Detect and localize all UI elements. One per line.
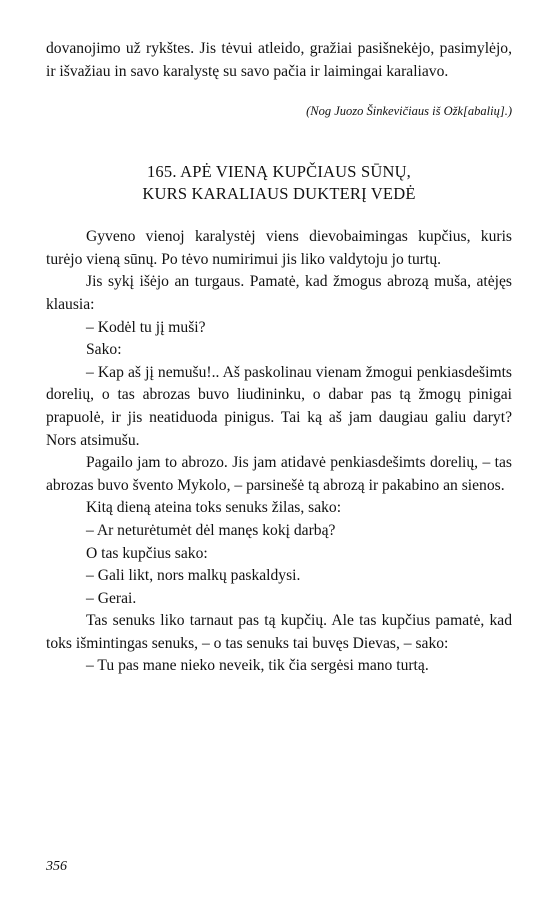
paragraph: – Kap aš jį nemušu!.. Aš paskolinau vienam žmogui penkiasdešimts dorelių, o tas abrozas buvo liudininku, o dabar pas tą žmogų pinigai prapuolė, ir jis neatiduoda pinigus. Tai ką aš jam daugiau galiu daryt? Nors atsimušu. bbox=[46, 363, 512, 449]
story-title-line-1: 165. APĖ VIENĄ KUPČIAUS SŪNŲ, bbox=[146, 162, 412, 182]
paragraph: – Tu pas mane nieko neveik, tik čia sergėsi mano turtą. bbox=[86, 657, 429, 675]
paragraph: O tas kupčius sako: bbox=[86, 544, 208, 562]
paragraph: – Gali likt, nors malkų paskaldysi. bbox=[86, 567, 301, 585]
book-page bbox=[46, 38, 512, 678]
paragraph: Sako: bbox=[86, 341, 122, 359]
paragraph: Kitą dieną ateina toks senuks žilas, sako: bbox=[86, 499, 342, 517]
paragraph: – Kodėl tu jį muši? bbox=[86, 318, 206, 336]
paragraph: Jis sykį išėjo an turgaus. Pamatė, kad žmogus abrozą muša, atėjęs klausia: bbox=[46, 273, 512, 313]
paragraph: Pagailo jam to abrozo. Jis jam atidavė penkiasdešimts dorelių, – tas abrozas buvo švento Mykolo, – parsinešė tą abrozą ir pakabino an sienos. bbox=[46, 454, 512, 494]
story-title-line-2: KURS KARALIAUS DUKTERĮ VEDĖ bbox=[142, 184, 416, 204]
source-attribution: (Nog Juozo Šinkevičiaus iš Ožk[abalių].) bbox=[306, 104, 512, 119]
paragraph: – Ar neturėtumėt dėl manęs kokį darbą? bbox=[86, 521, 336, 539]
paragraph: Tas senuks liko tarnaut pas tą kupčių. Ale tas kupčius pamatė, kad toks išmintingas senuks, – o tas senuks tai buvęs Dievas, – sako: bbox=[46, 612, 512, 652]
story-title bbox=[46, 161, 512, 205]
paragraph: Gyveno vienoj karalystėj viens dievobaimingas kupčius, kuris turėjo vieną sūnų. Po tėvo numirimui jis liko valdytoju jo turtų. bbox=[46, 228, 512, 268]
previous-story-ending: dovanojimo už rykštes. Jis tėvui atleido, gražiai pasišnekėjo, pasimylėjo, ir išvažiau in savo karalystę su savo pačia ir laimingai karaliavo. bbox=[46, 40, 512, 80]
story-body bbox=[46, 226, 512, 678]
paragraph: – Gerai. bbox=[86, 589, 137, 607]
page-number: 356 bbox=[46, 859, 67, 874]
